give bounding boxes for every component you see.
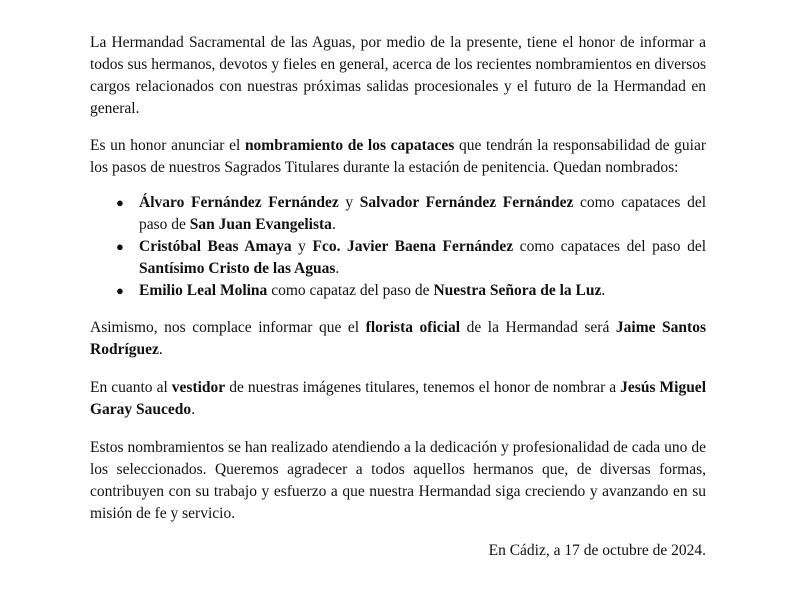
paso-name: San Juan Evangelista — [189, 216, 332, 233]
bullet-icon: ● — [116, 195, 124, 210]
date-line: En Cádiz, a 17 de octubre de 2024. — [488, 542, 706, 559]
paso-name: Nuestra Señora de la Luz — [433, 282, 602, 299]
capataz-name: Cristóbal Beas Amaya — [139, 238, 292, 255]
florista-text-middle: de la Hermandad será — [460, 319, 616, 336]
name-joiner: y — [291, 238, 313, 255]
capataces-paragraph — [90, 135, 706, 179]
name-joiner: y — [338, 194, 360, 211]
capataz-name: Salvador Fernández Fernández — [359, 194, 574, 211]
vestidor-paragraph — [90, 377, 706, 421]
florista-text-after: . — [158, 341, 163, 358]
item-end: . — [331, 216, 336, 233]
role-text: como capataces del paso del — [513, 238, 707, 255]
list-item — [90, 236, 706, 280]
capataces-list — [90, 192, 706, 302]
role-text: como capataces del paso de — [139, 194, 706, 233]
florista-text-before: Asimismo, nos complace informar que el — [90, 319, 366, 336]
florista-title: florista oficial — [365, 319, 461, 336]
florista-name: Jaime Santos Rodríguez — [90, 319, 706, 358]
list-item — [90, 192, 706, 236]
capataces-text-after: que tendrán la responsabilidad de guiar los pasos de nuestros Sagrados Titulares durante la estación de penitencia. Quedan nombrados: — [90, 137, 706, 176]
capataces-text-before: Es un honor anunciar el — [90, 137, 245, 154]
capataz-name: Álvaro Fernández Fernández — [139, 194, 339, 211]
vestidor-text-after: . — [191, 401, 196, 418]
list-item — [90, 280, 706, 302]
closing-paragraph: Estos nombramientos se han realizado atendiendo a la dedicación y profesionalidad de cada uno de los seleccionados. Queremos agradecer a todos aquellos hermanos que, de diversas formas, contribuyen con su trabajo y esfuerzo a que nuestra Hermandad siga creciendo y avanzando en su misión de fe y servicio. — [90, 439, 706, 522]
florista-paragraph — [90, 317, 706, 361]
bullet-icon: ● — [116, 239, 124, 254]
vestidor-text-middle: de nuestras imágenes titulares, tenemos el honor de nombrar a — [225, 379, 621, 396]
paso-name: Santísimo Cristo de las Aguas — [139, 260, 336, 277]
role-text: como capataz del paso de — [267, 282, 434, 299]
item-end: . — [601, 282, 606, 299]
bullet-icon: ● — [116, 283, 124, 298]
vestidor-text-before: En cuanto al — [90, 379, 172, 396]
intro-paragraph: La Hermandad Sacramental de las Aguas, por medio de la presente, tiene el honor de informar a todos sus hermanos, devotos y fieles en general, acerca de los recientes nombramientos en diversos cargos relacionados con nuestras próximas salidas procesionales y el futuro de la Hermandad en general. — [90, 34, 706, 117]
document-page — [90, 32, 706, 562]
vestidor-title: vestidor — [171, 379, 226, 396]
capataz-name: Fco. Javier Baena Fernández — [312, 238, 514, 255]
item-end: . — [335, 260, 340, 277]
vestidor-name: Jesús Miguel Garay Saucedo — [90, 379, 706, 418]
capataz-name: Emilio Leal Molina — [139, 282, 268, 299]
capataces-bold-text: nombramiento de los capataces — [244, 137, 455, 154]
